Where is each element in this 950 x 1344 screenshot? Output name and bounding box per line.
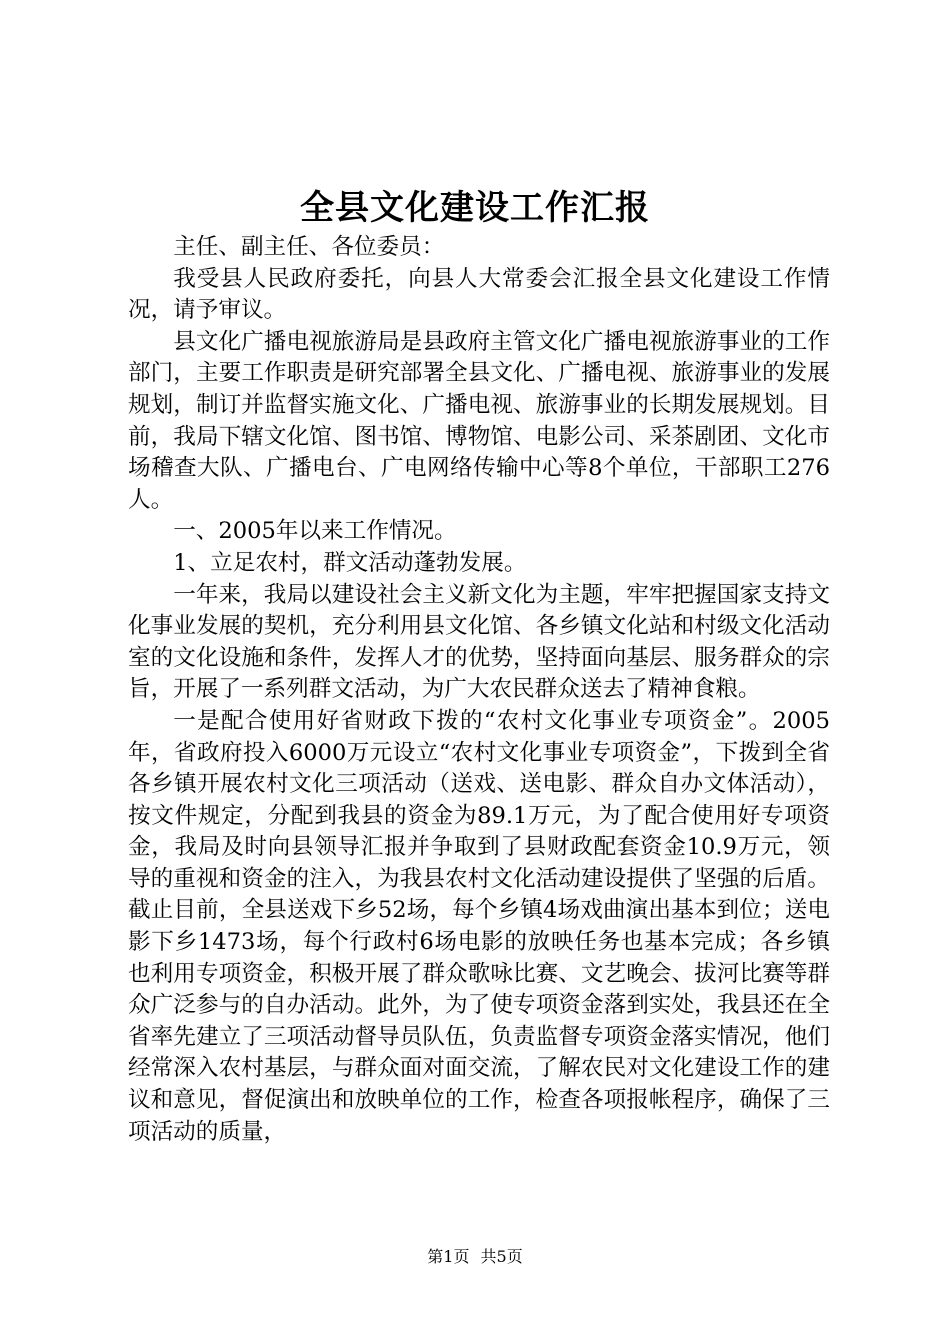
subsection-heading: 1、立足农村，群文活动蓬勃发展。: [173, 549, 527, 576]
document-title: 全县文化建设工作汇报: [300, 188, 650, 228]
document-body: [128, 232, 830, 1148]
body-paragraph: 一是配合使用好省财政下拨的“农村文化事业专项资金”。2005年，省政府投入6000万元设立“农村文化事业专项资金”，下拨到全省各乡镇开展农村文化三项活动（送戏、送电影、群众自办文体活动），按文件规定，分配到我县的资金为89.1万元，为了配合使用好专项资金，我局及时向县领导汇报并争取到了县财政配套资金10.9万元，领导的重视和资金的注入，为我县农村文化活动建设提供了坚强的后盾。截止目前，全县送戏下乡52场，每个乡镇4场戏曲演出基本到位；送电影下乡1473场，每个行政村6场电影的放映任务也基本完成；各乡镇也利用专项资金，积极开展了群众歌咏比赛、文艺晚会、拔河比赛等群众广泛参与的自办活动。此外，为了使专项资金落到实处，我县还在全省率先建立了三项活动督导员队伍，负责监督专项资金落实情况，他们经常深入农村基层，与群众面对面交流，了解农民对文化建设工作的建议和意见，督促演出和放映单位的工作，检查各项报帐程序，确保了三项活动的质量，: [128, 707, 830, 1145]
page-number: 第1页: [427, 1247, 470, 1266]
body-paragraph: 我受县人民政府委托，向县人大常委会汇报全县文化建设工作情况，请予审议。: [128, 265, 830, 324]
body-paragraph: 县文化广播电视旅游局是县政府主管文化广播电视旅游事业的工作部门，主要工作职责是研究部署全县文化、广播电视、旅游事业的发展规划，制订并监督实施文化、广播电视、旅游事业的长期发展规划。目前，我局下辖文化馆、图书馆、博物馆、电影公司、采茶剧团、文化市场稽查大队、广播电台、广电网络传输中心等8个单位，干部职工276人。: [128, 328, 830, 513]
salutation: 主任、副主任、各位委员：: [173, 234, 445, 260]
page-total: 共5页: [480, 1247, 523, 1266]
section-heading: 一、2005年以来工作情况。: [173, 518, 457, 545]
page-footer: [0, 1245, 950, 1269]
body-paragraph: 一年来，我局以建设社会主义新文化为主题，牢牢把握国家支持文化事业发展的契机，充分利用县文化馆、各乡镇文化站和村级文化活动室的文化设施和条件，发挥人才的优势，坚持面向基层、服务群众的宗旨，开展了一系列群文活动，为广大农民群众送去了精神食粮。: [128, 581, 830, 703]
